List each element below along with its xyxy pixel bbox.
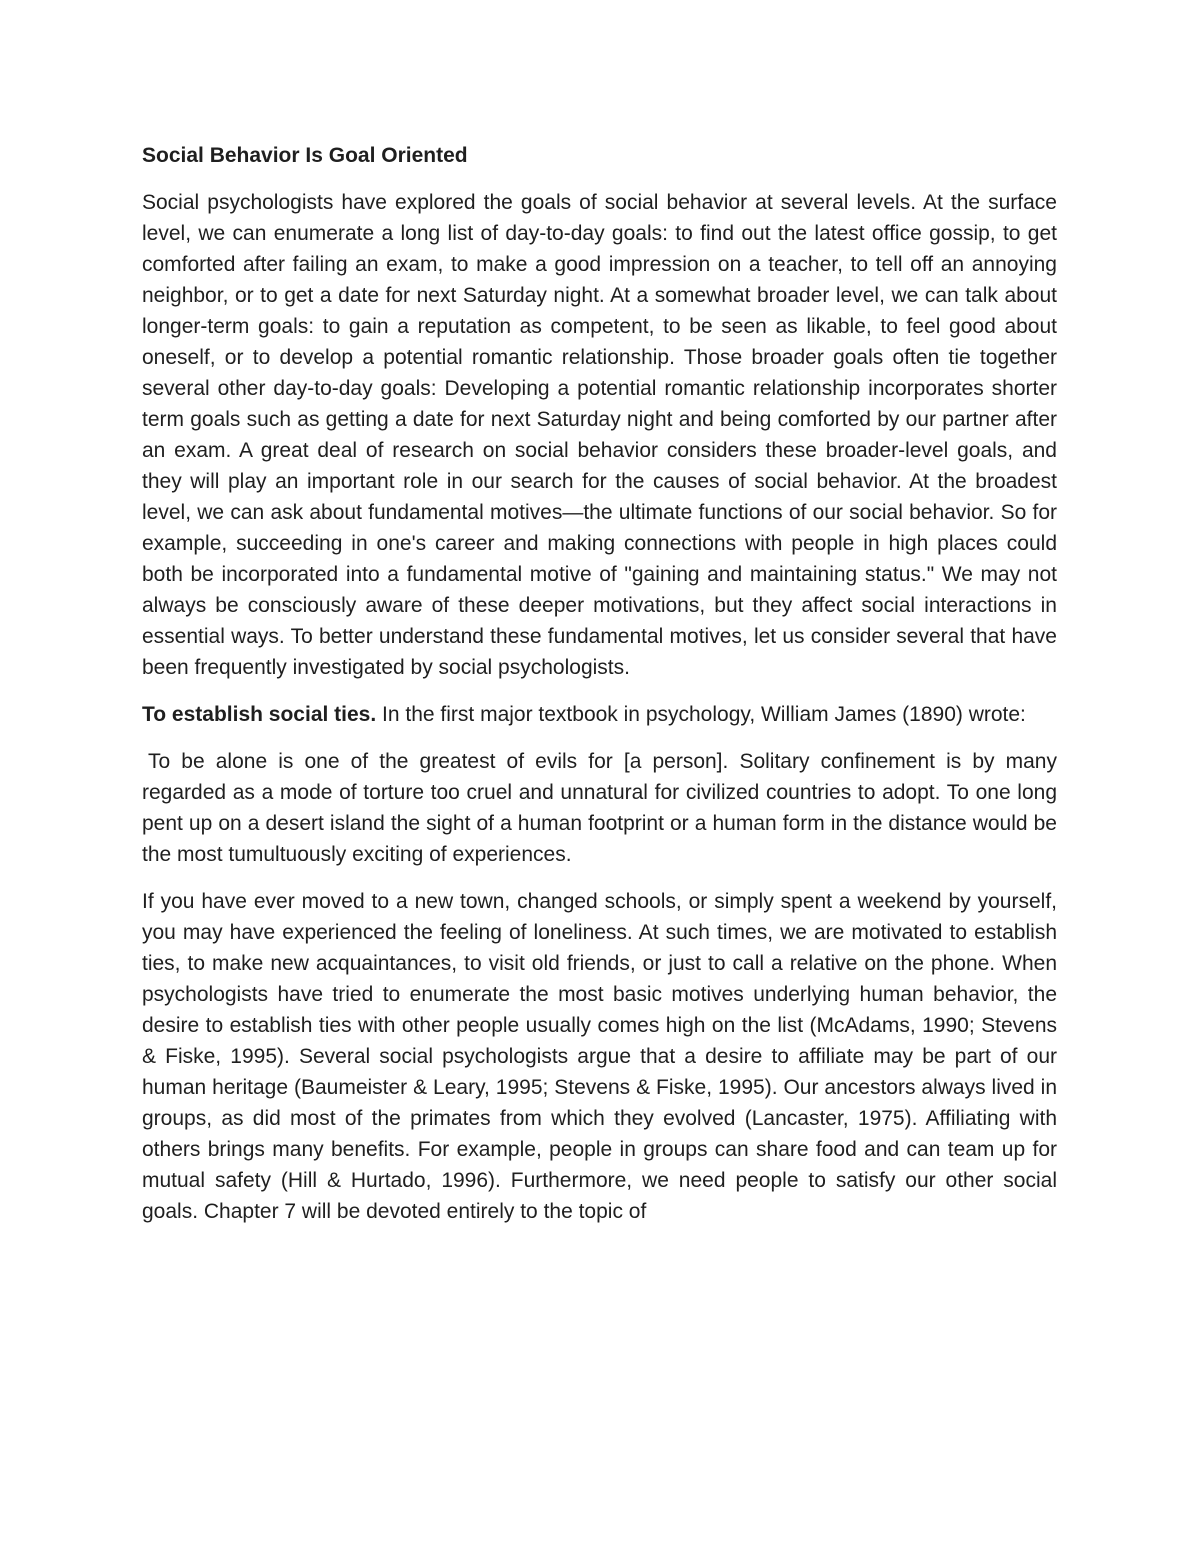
section-title: Social Behavior Is Goal Oriented (142, 144, 468, 167)
paragraph-goal-levels: Social psychologists have explored the goals of social behavior at several levels. At the surface level, we can enumerate a long list of day-to-day goals: to find out the latest office gossip, to get comforted after failing an exam, to make a good impression on a teacher, to tell off an annoying neighbor, or to get a date for next Saturday night. At a somewhat broader level, we can talk about longer-term goals: to gain a reputation as competent, to be seen as likable, to feel good about oneself, or to develop a potential romantic relationship. Those broader goals often tie together several other day-to-day goals: Developing a potential romantic relationship incorporates shorter term goals such as getting a date for next Saturday night and being comforted by our partner after an exam. A great deal of research on social behavior considers these broader-level goals, and they will play an important role in our search for the causes of social behavior. At the broadest level, we can ask about fundamental motives—the ultimate functions of our social behavior. So for example, succeeding in one's career and making connections with people in high places could both be incorporated into a fundamental motive of "gaining and maintaining status." We may not always be consciously aware of these deeper motivations, but they affect social interactions in essential ways. To better understand these fundamental motives, let us consider several that have been frequently investigated by social psychologists. (142, 191, 1057, 679)
paragraph-lead-body: In the first major textbook in psychology, William James (1890) wrote: (376, 703, 1026, 726)
block-quote-james: To be alone is one of the greatest of evils for [a person]. Solitary confinement is by many regarded as a mode of torture too cruel and unnatural for civilized countries to adopt. To one long pent up on a desert island the sight of a human footprint or a human form in the distance would be the most tumultuously exciting of experiences. (142, 750, 1057, 866)
paragraph-social-ties (142, 699, 1057, 730)
paragraph-loneliness: If you have ever moved to a new town, changed schools, or simply spent a weekend by yourself, you may have experienced the feeling of loneliness. At such times, we are motivated to establish ties, to make new acquaintances, to visit old friends, or just to call a relative on the phone. When psychologists have tried to enumerate the most basic motives underlying human behavior, the desire to establish ties with other people usually comes high on the list (McAdams, 1990; Stevens & Fiske, 1995). Several social psychologists argue that a desire to affiliate may be part of our human heritage (Baumeister & Leary, 1995; Stevens & Fiske, 1995). Our ancestors always lived in groups, as did most of the primates from which they evolved (Lancaster, 1975). Affiliating with others brings many benefits. For example, people in groups can share food and can team up for mutual safety (Hill & Hurtado, 1996). Furthermore, we need people to satisfy our other social goals. Chapter 7 will be devoted entirely to the topic of (142, 890, 1057, 1223)
paragraph-lead-heading: To establish social ties. (142, 703, 377, 726)
document-body (142, 140, 1057, 1243)
